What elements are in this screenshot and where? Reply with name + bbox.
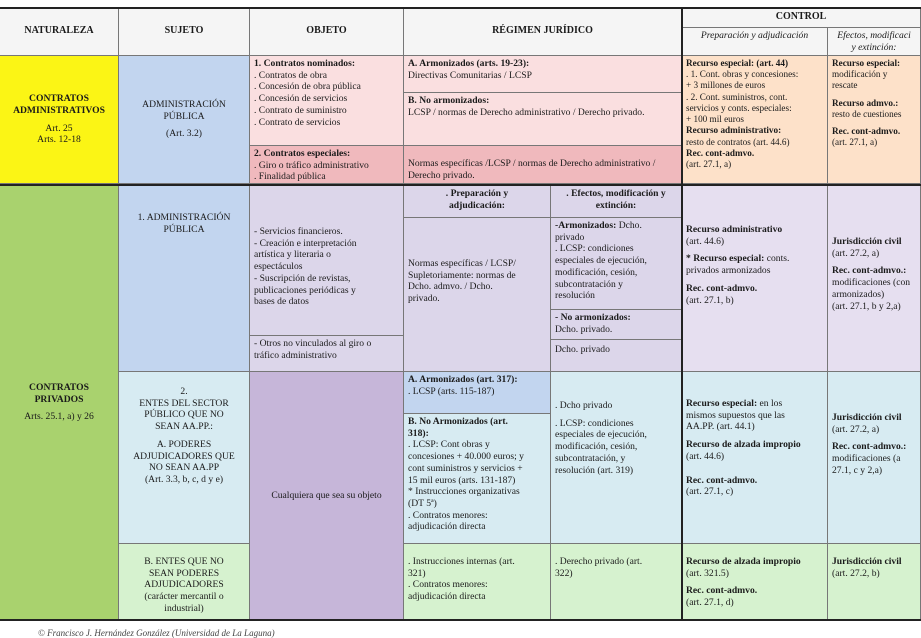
objeto-cualquiera bbox=[250, 372, 404, 620]
r3-line: adjudicación directa bbox=[408, 591, 486, 603]
bottom-border bbox=[0, 619, 921, 621]
control-no-poderes-ef bbox=[828, 544, 921, 620]
s2a-line: NO SEAN AA.PP bbox=[148, 462, 220, 474]
objeto-priv-item: espectáculos bbox=[254, 261, 303, 273]
regimen-arm-title: A. Armonizados (arts. 19-23): bbox=[408, 58, 530, 69]
ef-adm-text: resto de cuestiones bbox=[832, 108, 902, 119]
header-efectos-2: y extinción: bbox=[851, 41, 897, 53]
regimen-priv-arm-line: modificación, cesión, bbox=[555, 266, 638, 278]
r2b-line: 15 mil euros (arts. 131-187) bbox=[408, 474, 516, 486]
regimen-no-armonizados bbox=[404, 93, 682, 146]
regimen-priv-prep-line: Dcho. admvo. / Dcho. bbox=[408, 281, 493, 293]
r2b-line: concesiones + 40.000 euros; y bbox=[408, 451, 524, 463]
sujeto-entes-no-poderes bbox=[119, 544, 250, 620]
regimen-priv-arm-line: resolución bbox=[555, 290, 595, 302]
objeto-priv-otros bbox=[250, 336, 404, 372]
r2b-menores-1: . Contratos menores: bbox=[408, 509, 488, 521]
c2-esp-title: Recurso especial: bbox=[686, 398, 758, 409]
nat-administrativos bbox=[0, 56, 119, 184]
e1-civ-title: Jurisdicción civil bbox=[832, 236, 902, 247]
objeto-nominados bbox=[250, 56, 404, 146]
header-sujeto: SUJETO bbox=[119, 8, 250, 56]
c2-esp-line: mismos supuestos que las bbox=[686, 409, 785, 421]
s2-line: ENTES DEL SECTOR bbox=[139, 397, 229, 409]
regimen-priv-ef-h1: . Efectos, modificación y bbox=[566, 188, 666, 199]
sujeto-entes-poderes bbox=[119, 372, 250, 544]
r2a-title: A. Armonizados (art. 317): bbox=[408, 374, 518, 385]
r2b-instr-1: * Instrucciones organizativas bbox=[408, 486, 520, 498]
sujeto-adm-3: (Art. 3.2) bbox=[166, 128, 202, 140]
s2-line: SEAN AA.PP.: bbox=[155, 421, 213, 433]
r3-line: . Contratos menores: bbox=[408, 579, 488, 591]
regimen-priv-ef-noarm bbox=[551, 310, 682, 340]
control-no-poderes-prep bbox=[682, 544, 828, 620]
prep-esp-line: + 3 millones de euros bbox=[686, 80, 766, 91]
regimen-priv-prep-h1: . Preparación y bbox=[445, 188, 509, 199]
s3-line: SEAN PODERES bbox=[148, 567, 220, 579]
regimen-priv-ef-h2: extinción: bbox=[595, 199, 637, 211]
regimen-esp-text: Normas específicas /LCSP / normas de Derecho administrativo / Derecho privado. bbox=[408, 158, 656, 181]
r2b-title-2: 318): bbox=[408, 427, 429, 439]
regimen-priv-noarm-text: Dcho. privado. bbox=[555, 323, 613, 335]
e2c-civ-title: Jurisdicción civil bbox=[832, 412, 902, 423]
section-divider bbox=[0, 184, 921, 186]
objeto-especiales-item: . Giro o tráfico administrativo bbox=[254, 159, 369, 171]
e2-line: . Dcho privado bbox=[555, 400, 613, 411]
c2-esp-text: en los bbox=[759, 398, 783, 409]
regimen-armonizados bbox=[404, 56, 682, 93]
e2-line: subcontratación, y bbox=[555, 452, 626, 464]
regimen-no-poderes bbox=[404, 544, 551, 620]
objeto-nominados-item: . Contratos de obra bbox=[254, 69, 328, 81]
ef-cont-title: Rec. cont-admvo. bbox=[832, 126, 901, 137]
sujeto-priv-adm-2: PÚBLICA bbox=[163, 223, 205, 235]
e2-line: resolución (art. 319) bbox=[555, 464, 634, 476]
regimen-priv-arm-text: Dcho. bbox=[618, 220, 642, 231]
regimen-noarm-text: LCSP / normas de Derecho administrativo / Derecho privado. bbox=[408, 106, 645, 118]
nat-adm-line2: ADMINISTRATIVOS bbox=[13, 104, 105, 116]
regimen-priv-arm-line: especiales de ejecución, bbox=[555, 255, 647, 267]
c3-alz-title: Recurso de alzada impropio bbox=[686, 556, 801, 567]
regimen-priv-arm-title: -Armonizados: bbox=[555, 220, 617, 231]
e1-cont-title: Rec. cont-admvo.: bbox=[832, 265, 907, 277]
regimen-noarm-title: B. No armonizados: bbox=[408, 95, 490, 106]
e2-line: . LCSP: condiciones bbox=[555, 417, 634, 429]
r3-line: . Instrucciones internas (art. bbox=[408, 556, 515, 567]
regimen-priv-prep-header bbox=[404, 186, 551, 218]
c1-adm-text: (art. 44.6) bbox=[686, 235, 725, 247]
prep-esp-title: Recurso especial: (art. 44) bbox=[686, 58, 789, 68]
header-regimen: RÉGIMEN JURÍDICO bbox=[404, 8, 682, 56]
control-priv-prep-1 bbox=[682, 186, 828, 372]
r2b-instr-2: (DT 5ª) bbox=[408, 497, 437, 509]
ef-esp-text: rescate bbox=[832, 80, 858, 91]
r2b-line: cont suministros y servicios + bbox=[408, 462, 523, 474]
c1-cont-text: (art. 27.1, b) bbox=[686, 294, 734, 306]
c1-esp-title: * Recurso especial: bbox=[686, 253, 765, 265]
e1-cont-line: armonizados) bbox=[832, 288, 885, 300]
header-naturaleza: NATURALEZA bbox=[0, 8, 119, 56]
control-priv-ef-1 bbox=[828, 186, 921, 372]
r2b-menores-2: adjudicación directa bbox=[408, 521, 486, 533]
objeto-especiales-item: . Finalidad pública bbox=[254, 171, 326, 183]
objeto-priv-item: - Suscripción de revistas, bbox=[254, 272, 351, 284]
r3-line: 321) bbox=[408, 567, 426, 579]
regimen-priv-prep-line: privado. bbox=[408, 293, 440, 305]
objeto-priv-otros-2: tráfico administrativo bbox=[254, 349, 337, 361]
c2-alz-title: Recurso de alzada impropio bbox=[686, 439, 801, 451]
regimen-arm-text: Directivas Comunitarias / LCSP bbox=[408, 69, 532, 81]
objeto-priv-item: - Servicios financieros. bbox=[254, 226, 343, 237]
regimen-poderes-arm bbox=[404, 372, 551, 414]
sujeto-priv-adm-1: 1. ADMINISTRACIÓN bbox=[137, 212, 231, 223]
e2c-civ-text: (art. 27.2, a) bbox=[832, 423, 880, 435]
s2a-line: (Art. 3.3, b, c, d y e) bbox=[144, 473, 224, 485]
e3c-civ-text: (art. 27.2, b) bbox=[832, 567, 880, 579]
control-divider bbox=[681, 8, 683, 620]
regimen-priv-prep-line: Supletoriamente: normas de bbox=[408, 269, 516, 281]
prep-adm-title: Recurso administrativo: bbox=[686, 125, 782, 136]
regimen-priv-noarm-title: - No armonizados: bbox=[555, 312, 631, 323]
objeto-priv-item: bases de datos bbox=[254, 296, 309, 308]
c2-cont-title: Rec. cont-admvo. bbox=[686, 474, 758, 486]
control-prep-admin bbox=[682, 56, 828, 184]
regimen-priv-arm-line: privado bbox=[555, 231, 585, 243]
ef-esp-title: Recurso especial: bbox=[832, 58, 901, 68]
prep-esp-line: . 2. Cont. suministros, cont. bbox=[686, 91, 788, 102]
s3-line: B. ENTES QUE NO bbox=[144, 556, 224, 567]
nat-priv-line1: CONTRATOS bbox=[29, 381, 89, 393]
sujeto-priv-adm bbox=[119, 186, 250, 372]
objeto-cualquiera-text: Cualquiera que sea su objeto bbox=[271, 489, 382, 501]
objeto-priv-item: artística y literaria o bbox=[254, 249, 331, 261]
nat-adm-line1: CONTRATOS bbox=[29, 93, 89, 105]
s3-line: (carácter mercantil o bbox=[144, 591, 224, 603]
header-objeto: OBJETO bbox=[250, 8, 404, 56]
ef-esp-text: modificación y bbox=[832, 69, 888, 80]
prep-adm-text: resto de contratos (art. 44.6) bbox=[686, 136, 790, 147]
nat-privados bbox=[0, 186, 119, 620]
c1-adm-title: Recurso administrativo bbox=[686, 224, 783, 235]
e3-line: . Derecho privado (art. bbox=[555, 556, 643, 567]
sujeto-adm-2: PÚBLICA bbox=[163, 110, 205, 122]
header-efectos bbox=[828, 28, 921, 56]
e2c-cont-line: modificaciones (a bbox=[832, 453, 901, 465]
prep-cont-text: (art. 27.1, a) bbox=[686, 158, 732, 169]
objeto-priv-listado bbox=[250, 186, 404, 336]
s2-line: PÚBLICO QUE NO bbox=[144, 409, 224, 421]
regimen-priv-arm-line: . LCSP: condiciones bbox=[555, 243, 634, 255]
efectos-no-poderes bbox=[551, 544, 682, 620]
regimen-priv-ef-header bbox=[551, 186, 682, 218]
control-poderes-ef bbox=[828, 372, 921, 544]
ef-cont-text: (art. 27.1, a) bbox=[832, 137, 878, 148]
objeto-especiales bbox=[250, 146, 404, 184]
regimen-priv-arm-line: subcontratación y bbox=[555, 278, 623, 290]
r2a-text: . LCSP (arts. 115-187) bbox=[408, 385, 495, 397]
regimen-priv-prep-h2: adjudicación: bbox=[449, 199, 505, 211]
efectos-poderes bbox=[551, 372, 682, 544]
e1-cont-line: (art. 27.1, b y 2,a) bbox=[832, 300, 901, 312]
e2-line: especiales de ejecución, bbox=[555, 429, 647, 441]
e2c-cont-title: Rec. cont-admvo.: bbox=[832, 441, 907, 453]
sujeto-adm-1: ADMINISTRACIÓN bbox=[142, 98, 226, 110]
objeto-nominados-item: . Contrato de servicios bbox=[254, 116, 341, 128]
c2-alz-text: (art. 44.6) bbox=[686, 450, 725, 462]
regimen-priv-ef-arm bbox=[551, 218, 682, 310]
c3-cont-title: Rec. cont-admvo. bbox=[686, 585, 758, 597]
ef-adm-title: Recurso admvo.: bbox=[832, 97, 899, 108]
top-border bbox=[0, 7, 921, 9]
prep-esp-line: . 1. Cont. obras y concesiones: bbox=[686, 69, 799, 80]
c2-esp-line: AA.PP. (art. 44.1) bbox=[686, 421, 755, 433]
objeto-nominados-title: 1. Contratos nominados: bbox=[254, 58, 356, 69]
s3-line: ADJUDICADORES bbox=[144, 579, 224, 591]
e1-cont-line: modificaciones (con bbox=[832, 277, 911, 289]
e3c-civ-title: Jurisdicción civil bbox=[832, 556, 902, 567]
s2a-line: ADJUDICADORES QUE bbox=[133, 450, 235, 462]
nat-priv-line2: PRIVADOS bbox=[34, 393, 84, 405]
e1-civ-text: (art. 27.2, a) bbox=[832, 247, 880, 259]
header-preparacion: Preparación y adjudicación bbox=[682, 28, 828, 56]
prep-cont-title: Rec. cont-admvo. bbox=[686, 147, 755, 158]
e3-line: 322) bbox=[555, 567, 573, 579]
r2b-line: . LCSP: Cont obras y bbox=[408, 439, 490, 451]
e2c-cont-line: 27.1, c y 2,a) bbox=[832, 464, 883, 476]
nat-adm-art: Art. 25 bbox=[45, 122, 73, 134]
sujeto-adm-publica bbox=[119, 56, 250, 184]
regimen-priv-prep bbox=[404, 218, 551, 372]
prep-esp-line: + 100 mil euros bbox=[686, 114, 745, 125]
regimen-especiales bbox=[404, 146, 682, 184]
c1-esp-text-2: privados armonizados bbox=[686, 265, 771, 277]
e2-line: modificación, cesión, bbox=[555, 441, 638, 453]
regimen-priv-otros-text: Dcho. privado bbox=[555, 344, 610, 355]
nat-adm-arts: Arts. 12-18 bbox=[37, 134, 81, 146]
control-efectos-admin bbox=[828, 56, 921, 184]
objeto-nominados-item: . Contrato de suministro bbox=[254, 104, 347, 116]
header-efectos-1: Efectos, modificaci bbox=[837, 30, 911, 41]
regimen-priv-prep-line: Normas específicas / LCSP/ bbox=[408, 258, 516, 269]
nat-priv-arts: Arts. 25.1, a) y 26 bbox=[24, 411, 94, 423]
c1-cont-title: Rec. cont-admvo. bbox=[686, 282, 758, 294]
c1-esp-text: conts. bbox=[766, 253, 790, 265]
header-control: CONTROL bbox=[682, 8, 921, 28]
control-poderes-prep bbox=[682, 372, 828, 544]
objeto-priv-item: publicaciones periódicas y bbox=[254, 284, 356, 296]
r2b-title-1: B. No Armonizados (art. bbox=[408, 416, 508, 427]
regimen-priv-ef-otros bbox=[551, 340, 682, 372]
regimen-poderes-noarm bbox=[404, 414, 551, 544]
objeto-nominados-item: . Concesión de obra pública bbox=[254, 81, 361, 93]
c3-alz-text: (art. 321.5) bbox=[686, 567, 729, 579]
c3-cont-text: (art. 27.1, d) bbox=[686, 597, 734, 609]
copyright-footer: © Francisco J. Hernández González (Universidad de La Laguna) bbox=[38, 628, 275, 638]
objeto-priv-item: - Creación e interpretación bbox=[254, 237, 357, 249]
c2-cont-text: (art. 27.1, c) bbox=[686, 486, 734, 498]
objeto-especiales-title: 2. Contratos especiales: bbox=[254, 148, 351, 159]
objeto-priv-otros-1: - Otros no vinculados al giro o bbox=[254, 338, 372, 349]
s2a-line: A. PODERES bbox=[156, 438, 212, 450]
prep-esp-line: servicios y conts. especiales: bbox=[686, 102, 792, 113]
objeto-nominados-item: . Concesión de servicios bbox=[254, 93, 348, 105]
s3-line: industrial) bbox=[164, 602, 204, 614]
s2-line: 2. bbox=[180, 386, 188, 397]
